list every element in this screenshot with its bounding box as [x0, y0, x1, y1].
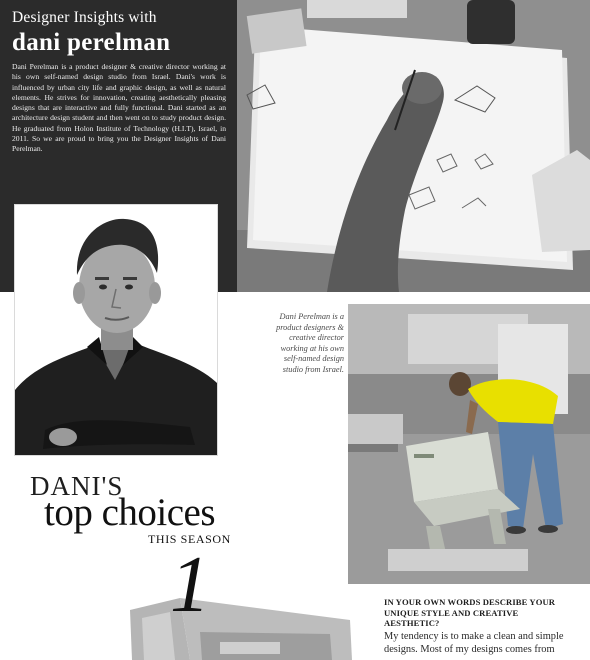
dani-perelman-portrait: [14, 204, 218, 456]
headline-top-choices: top choices: [44, 491, 216, 534]
interview-question: IN YOUR OWN WORDS DESCRIBE YOUR UNIQUE STYLE AND CREATIVE AESTHETIC?: [384, 597, 556, 629]
choice-number: 1: [170, 541, 210, 629]
headline-dani: DANI'S: [30, 471, 124, 501]
photo-caption: Dani Perelman is a product designers & creative director working at his own self-named design studio from Israel.: [276, 312, 344, 374]
portrait-illustration: [15, 205, 218, 456]
designer-bio: Dani Perelman is a product designer & creative director working at his own self-named design studio from Israel. Dani's work is influenced by urban city life and graphic design, as well as natural elements. He strives for innovation, creating aesthetically pleasing designs that are interactive and fully functional. Dani started as an architecture design student and then went on to study product design. He graduated from Holon Institute of Technology (H.I.T), Israel, in 2011. So we are proud to bring you the Designer Insights of Dani Perelman.: [12, 62, 226, 154]
product-illustration: [120, 598, 356, 660]
hand-sketching-photo: [237, 0, 590, 292]
interview-answer: My tendency is to make a clean and simple designs. Most of my designs comes from: [384, 631, 564, 655]
concrete-product-photo: [120, 598, 356, 660]
intro-kicker: Designer Insights with: [12, 9, 157, 26]
workshop-illustration: [348, 304, 590, 584]
sketch-photo-illustration: [237, 0, 590, 292]
designer-name: dani perelman: [12, 29, 171, 56]
headline-this-season: THIS SEASON: [148, 532, 231, 546]
workshop-bench-photo: [348, 304, 590, 584]
